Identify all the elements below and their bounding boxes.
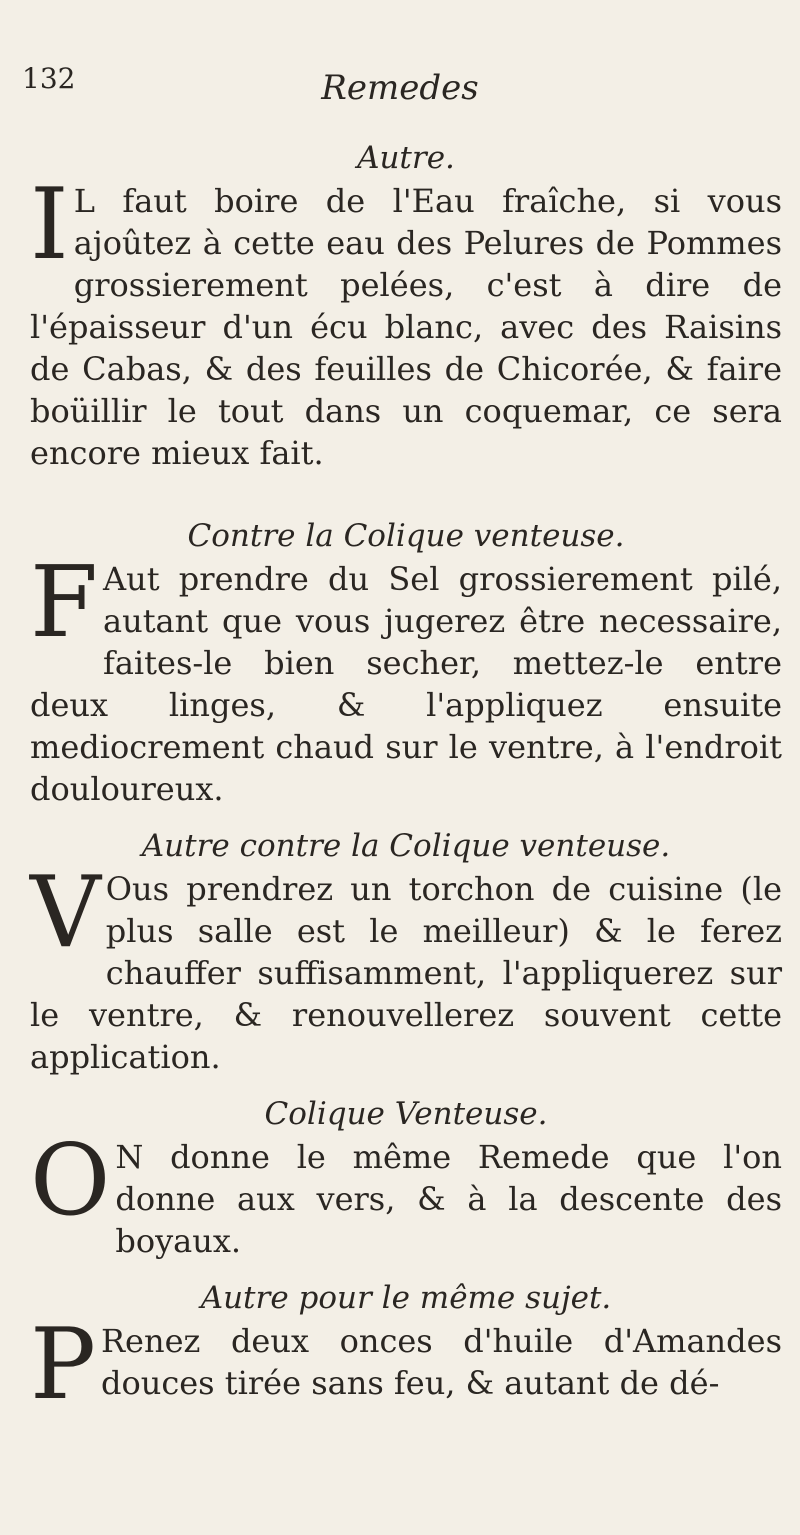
section-paragraph — [30, 1308, 782, 1422]
drop-cap: P — [30, 1308, 96, 1422]
drop-cap: F — [30, 546, 98, 660]
section-title: Autre. — [357, 140, 455, 176]
recipe-section — [30, 1280, 782, 1422]
paragraph-text: Ous prendrez un torchon de cuisine (le plus salle est le meilleur) & le ferez chauffer suffisamment, l'appliquerez sur le ventre, & renouvellerez souvent cette application. — [30, 870, 782, 1076]
section-title: Autre pour le même sujet. — [200, 1280, 612, 1316]
recipe-section — [30, 828, 782, 1078]
paragraph-text: Aut prendre du Sel grossierement pilé, autant que vous jugerez être necessaire, faites-le bien secher, mettez-le entre deux linges, & l'appliquez ensuite mediocrement chaud sur le ventre, à l'endroit douloureux. — [30, 560, 782, 808]
section-paragraph — [30, 168, 782, 474]
page-number: 132 — [22, 62, 76, 95]
drop-cap: V — [30, 856, 101, 970]
section-title: Autre contre la Colique venteuse. — [141, 828, 671, 864]
section-paragraph — [30, 546, 782, 810]
section-title: Colique Venteuse. — [264, 1096, 548, 1132]
running-title: Remedes — [321, 68, 479, 108]
section-title: Contre la Colique venteuse. — [187, 518, 625, 554]
section-paragraph — [30, 1124, 782, 1262]
paragraph-text: Renez deux onces d'huile d'Amandes douces tirée sans feu, & autant de dé- — [100, 1322, 782, 1402]
recipe-section — [30, 140, 782, 474]
paragraph-text: L faut boire de l'Eau fraîche, si vous ajoûtez à cette eau des Pelures de Pommes grossierement pelées, c'est à dire de l'épaisseur d'un écu blanc, avec des Raisins de Cabas, & des feuilles de Chicorée, & faire boüillir le tout dans un coquemar, ce sera encore mieux fait. — [30, 182, 782, 472]
section-paragraph — [30, 856, 782, 1078]
page-header — [0, 58, 800, 118]
recipe-section — [30, 518, 782, 810]
paragraph-text: N donne le même Remede que l'on donne aux vers, & à la descente des boyaux. — [115, 1138, 782, 1260]
drop-cap: O — [30, 1124, 111, 1238]
recipe-section — [30, 1096, 782, 1262]
drop-cap: I — [30, 168, 69, 282]
page-body — [30, 140, 782, 1422]
